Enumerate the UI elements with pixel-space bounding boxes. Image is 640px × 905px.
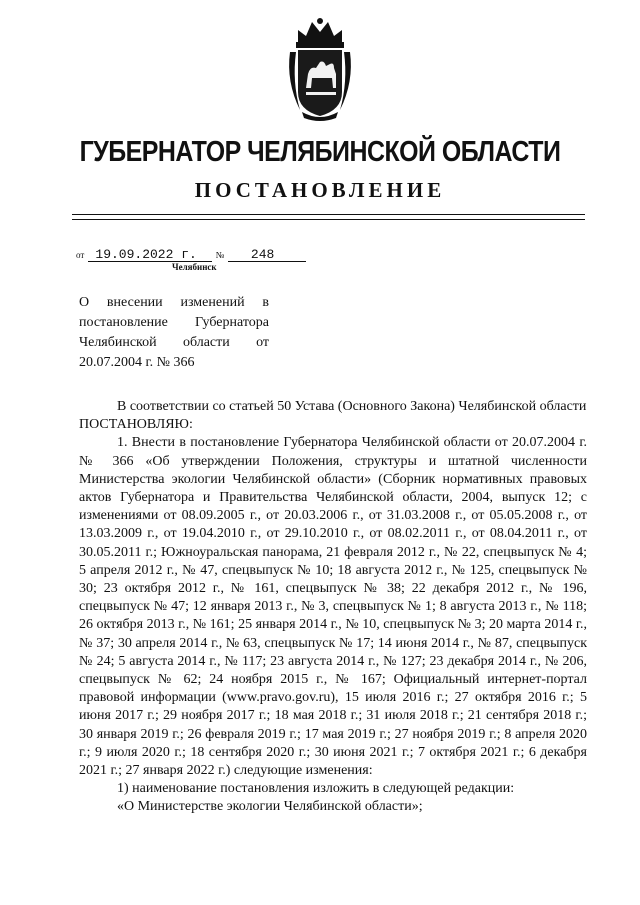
issuer-title: ГУБЕРНАТОР ЧЕЛЯБИНСКОЙ ОБЛАСТИ — [79, 136, 561, 168]
date-prefix: от — [76, 250, 85, 260]
resolve-heading: ПОСТАНОВЛЯЮ: — [79, 417, 193, 433]
document-type: ПОСТАНОВЛЕНИЕ — [194, 178, 446, 202]
subitem-1-text: «О Министерстве экологии Челябинской области»; — [117, 799, 423, 815]
coat-of-arms-icon — [284, 12, 356, 124]
document-body — [79, 398, 587, 817]
document-subject: О внесении изменений в постановление Губернатора Челябинской области от 20.07.2004 г. № 366 — [79, 295, 269, 370]
header-rule-bottom — [72, 219, 585, 220]
document-number: 248 — [228, 248, 306, 262]
document-date: 19.09.2022 г. — [88, 248, 213, 262]
document-meta — [76, 246, 306, 262]
number-prefix: № — [215, 250, 225, 260]
intro-paragraph: В соответствии со статьей 50 Устава (Основного Закона) Челябинской области — [117, 399, 587, 414]
city-label: Челябинск — [172, 262, 217, 272]
item-1-paragraph: 1. Внести в постановление Губернатора Челябинской области от 20.07.2004 г. № 366 «Об утверждении Положения, структуры и штатной численности Министерства экологии Челябинской области» (Сборник нормативных правовых актов Губернатора и Правительства Челябинской области, 2004, выпуск 12; с изменениями от 08.09.2005 г., от 20.03.2006 г., от 31.03.2008 г., от 05.05.2008 г., от 13.03.2009 г., от 19.04.2010 г., от 29.10.2010 г., от 08.02.2011 г., от 08.04.2011 г., от 30.05.2011 г.; Южноуральская панорама, 21 февраля 2012 г., № 22, спецвыпуск № 4; 5 апреля 2012 г., № 47, спецвыпуск № 10; 18 августа 2012 г., № 125, спецвыпуск № 30; 23 октября 2012 г., № 161, спецвыпуск № 38; 22 декабря 2012 г., № 196, спецвыпуск № 47; 12 января 2013 г., № 3, спецвыпуск № 1; 8 августа 2013 г., № 118; 26 октября 2013 г., № 161; 25 января 2014 г., № 10, спецвыпуск № 3; 20 марта 2014 г., № 37; 30 апреля 2014 г., № 63, спецвыпуск № 17; 14 июня 2014 г., № 87, спецвыпуск № 24; 5 августа 2014 г., № 117; 23 августа 2014 г., № 127; 23 декабря 2014 г., № 206, спецвыпуск № 62; 24 ноября 2015 г., № 167; Официальный интернет-портал правовой информации (www.pravo.gov.ru), 15 июля 2016 г.; 27 октября 2016 г.; 5 июня 2017 г.; 29 ноября 2017 г.; 18 мая 2018 г.; 31 июля 2018 г.; 21 сентября 2018 г.; 30 января 2019 г.; 26 февраля 2019 г.; 17 мая 2019 г.; 27 ноября 2019 г.; 8 апреля 2020 г.; 9 июля 2020 г.; 18 сентября 2020 г.; 30 июня 2021 г.; 7 октября 2021 г.; 6 декабря 2021 г.; 27 января 2022 г.) следующие изменения: — [79, 435, 587, 779]
subitem-1-paragraph: 1) наименование постановления изложить в следующей редакции: — [117, 781, 515, 797]
header-rule-top — [72, 214, 585, 215]
